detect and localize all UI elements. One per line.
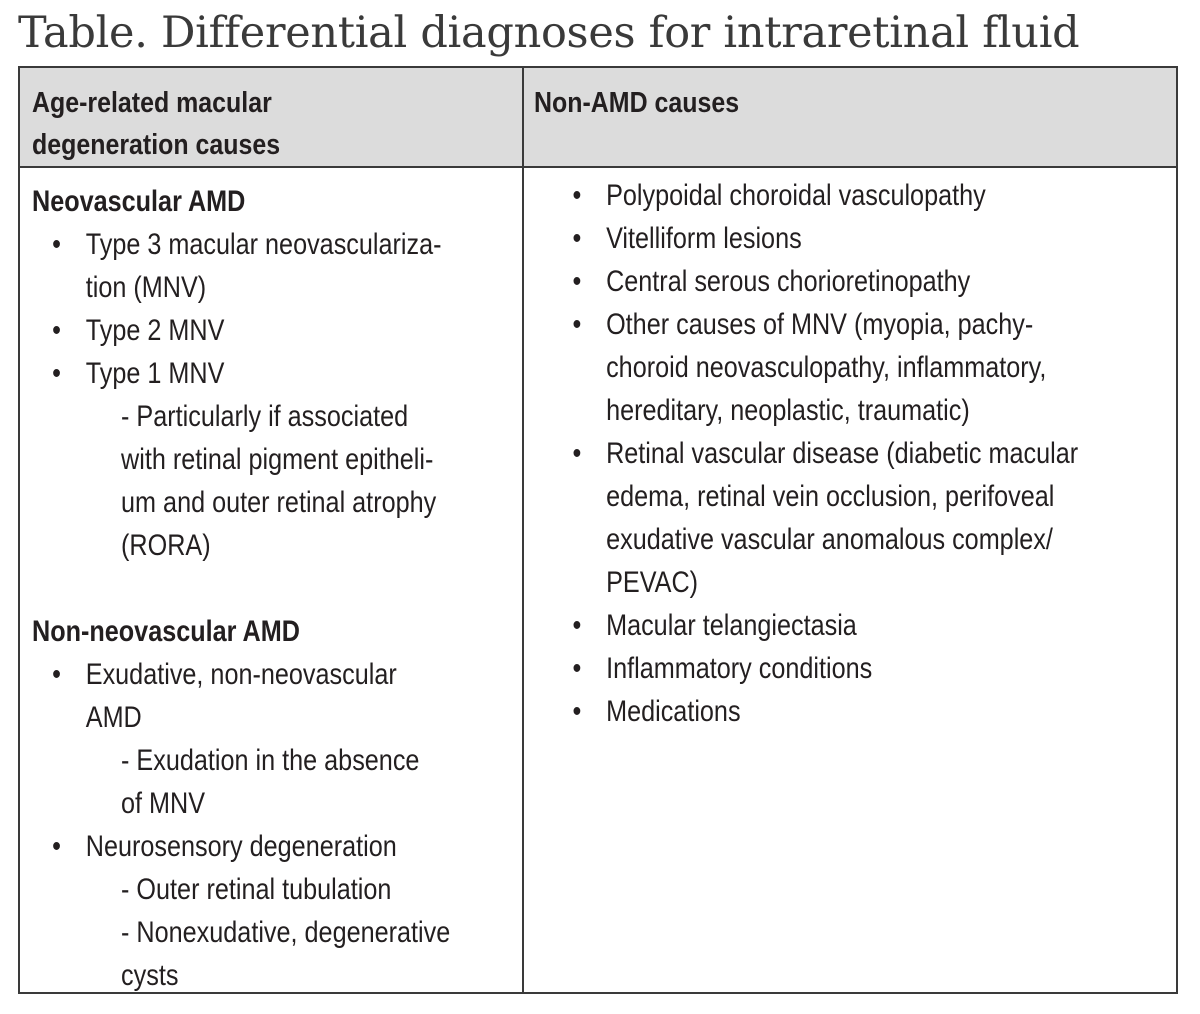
item-line: exudative vascular anomalous complex/ [606,523,1053,556]
item-line: Polypoidal choroidal vasculopathy [606,179,986,212]
table-title: Table. Differential diagnoses for intraretinal fluid [18,8,1080,58]
item-line: Type 1 MNV [85,357,225,390]
item-line: Neurosensory degeneration [85,830,397,863]
sub-list-item [32,868,519,911]
item-line: (RORA) [121,529,211,562]
item-line: with retinal pigment epitheli- [121,443,434,476]
bullet-icon: • [572,652,582,685]
item-line: Type 3 macular neovasculariza- [85,228,442,261]
bullet-icon: • [52,228,61,261]
list-item [554,647,1176,690]
bullet-icon: • [572,222,582,255]
header-non-amd-causes: Non-AMD causes [534,87,740,119]
item-line: tion (MNV) [85,271,207,304]
item-line: Other causes of MNV (myopia, pachy- [606,308,1034,341]
item-line: of MNV [121,787,206,820]
list-item [554,303,1176,432]
group-heading-neovascular: Neovascular AMD [32,185,246,218]
non-amd-causes-column [554,174,1176,733]
list-item [32,352,519,395]
list-item [554,604,1176,647]
list-item [32,309,519,352]
amd-causes-column [32,180,519,997]
bullet-icon: • [52,357,61,390]
list-item [554,260,1176,303]
bullet-icon: • [572,308,582,341]
section-gap [32,567,519,610]
bullet-icon: • [572,265,582,298]
list-item [32,223,519,309]
item-line: Exudative, non-neovascular [85,658,397,691]
item-line: choroid neovasculopathy, inflammatory, [606,351,1047,384]
list-item [554,432,1176,604]
item-line: cysts [121,959,179,992]
sub-list-item [32,911,519,997]
item-line: Retinal vascular disease (diabetic macular [606,437,1079,470]
bullet-icon: • [572,695,582,728]
list-item [554,217,1176,260]
sub-list-item [32,395,519,567]
list-item [32,653,519,739]
item-line: - Nonexudative, degenerative [121,916,451,949]
item-line: Medications [606,695,741,728]
item-line: um and outer retinal atrophy [121,486,437,519]
differential-diagnoses-table [18,66,1178,994]
item-line: - Exudation in the absence [121,744,420,777]
header-amd-causes [32,82,280,166]
list-item [32,825,519,868]
item-line: Central serous chorioretinopathy [606,265,971,298]
item-line: AMD [85,701,142,734]
item-line: PEVAC) [606,566,699,599]
list-item [554,690,1176,733]
sub-list-item [32,739,519,825]
bullet-icon: • [572,179,582,212]
bullet-icon: • [52,314,61,347]
item-line: - Particularly if associated [121,400,409,433]
bullet-icon: • [572,609,582,642]
item-line: Type 2 MNV [85,314,225,347]
header-line: Age-related macular [32,87,272,119]
item-line: edema, retinal vein occlusion, perifoveal [606,480,1055,513]
item-line: hereditary, neoplastic, traumatic) [606,394,970,427]
bullet-icon: • [52,658,61,691]
bullet-icon: • [52,830,61,863]
item-line: - Outer retinal tubulation [121,873,392,906]
group-heading-non-neovascular: Non-neovascular AMD [32,615,300,648]
list-item [554,174,1176,217]
item-line: Inflammatory conditions [606,652,873,685]
table-header-row [20,68,1176,168]
bullet-icon: • [572,437,582,470]
header-line: degeneration causes [32,129,281,161]
item-line: Vitelliform lesions [606,222,802,255]
column-divider [522,68,524,992]
item-line: Macular telangiectasia [606,609,857,642]
